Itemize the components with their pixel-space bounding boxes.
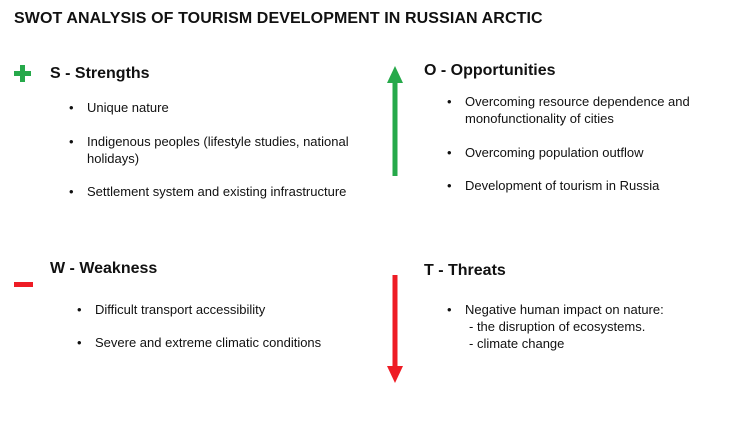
list-item: • Indigenous peoples (lifestyle studies, national holidays) bbox=[62, 133, 362, 167]
list-item: • Overcoming resource dependence and monofunctionality of cities bbox=[440, 93, 725, 127]
arrow-up-icon bbox=[386, 66, 404, 176]
threats-main-text: Negative human impact on nature: bbox=[465, 302, 664, 317]
weakness-heading: W - Weakness bbox=[50, 260, 158, 277]
threats-sub-item: - climate change bbox=[469, 336, 565, 351]
strengths-heading: S - Strengths bbox=[50, 65, 150, 82]
threats-sub-item: - the disruption of ecosystems. bbox=[469, 319, 646, 334]
strengths-list bbox=[62, 99, 362, 200]
opportunities-heading: O - Opportunities bbox=[424, 62, 556, 79]
minus-icon bbox=[14, 282, 33, 287]
arrow-down-icon bbox=[386, 275, 404, 383]
slide-title: SWOT ANALYSIS OF TOURISM DEVELOPMENT IN RUSSIAN ARCTIC bbox=[14, 10, 543, 27]
list-item: • Difficult transport accessibility bbox=[70, 301, 370, 318]
list-item: • Overcoming population outflow bbox=[440, 144, 725, 161]
opportunities-list bbox=[440, 93, 725, 194]
plus-icon bbox=[14, 65, 31, 82]
list-item: • Severe and extreme climatic conditions bbox=[70, 334, 370, 351]
list-item: • Unique nature bbox=[62, 99, 362, 116]
list-item: • Development of tourism in Russia bbox=[440, 177, 725, 194]
list-item bbox=[440, 301, 725, 352]
threats-heading: T - Threats bbox=[424, 262, 506, 279]
list-item: • Settlement system and existing infrastructure bbox=[62, 183, 362, 200]
weakness-list bbox=[70, 301, 370, 351]
threats-list bbox=[440, 301, 725, 352]
